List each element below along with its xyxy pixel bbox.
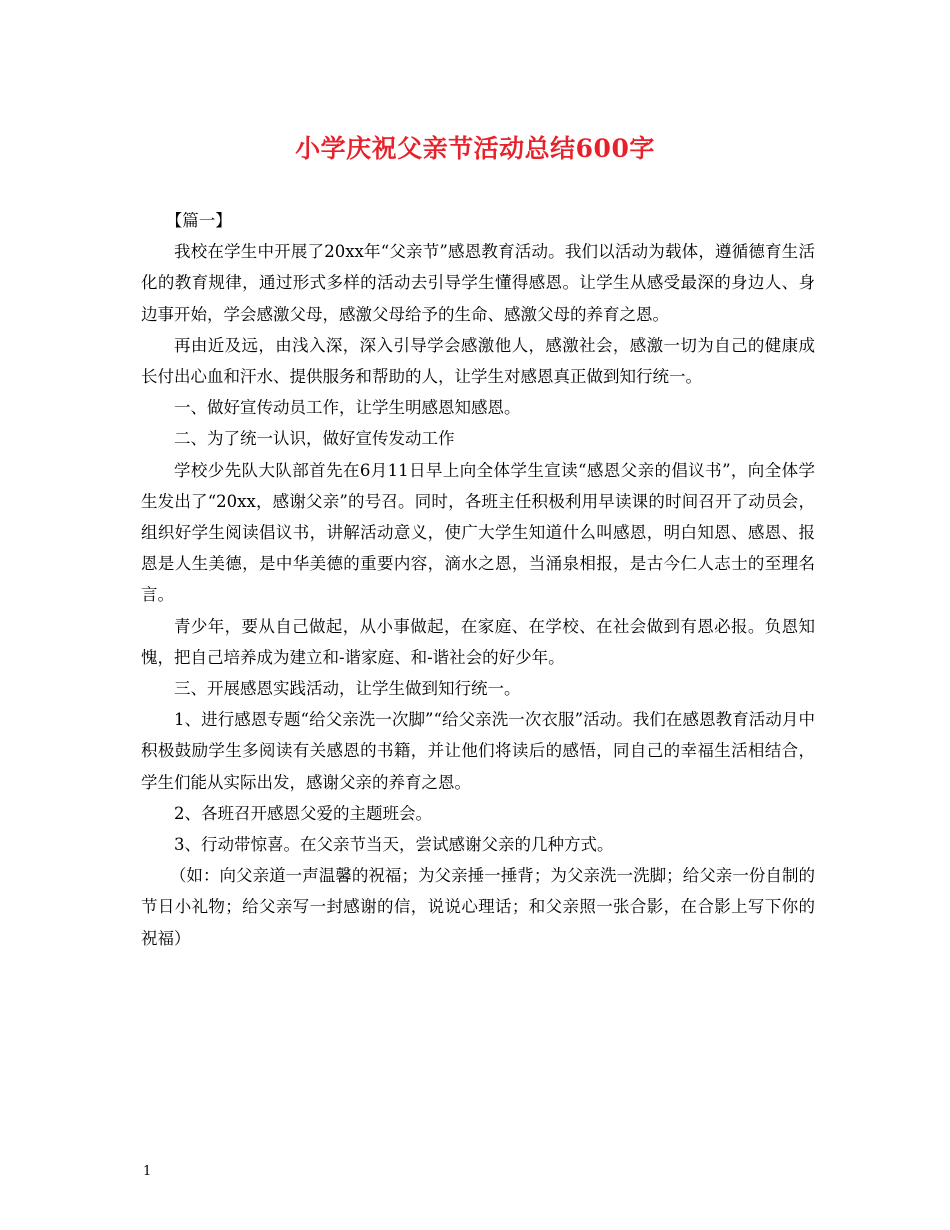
document-title: 小学庆祝父亲节活动总结600字	[295, 134, 655, 163]
paragraph: 学校少先队大队部首先在6月11日早上向全体学生宣读“感恩父亲的倡议书”，向全体学生发出了“20xx，感谢父亲”的号召。同时，各班主任积极利用早读课的时间召开了动员会，组织好学生阅读倡议书，讲解活动意义，使广大学生知道什么叫感恩，明白知恩、感恩、报恩是人生美德，是中华美德的重要内容，滴水之恩，当涌泉相报，是古今仁人志士的至理名言。	[141, 460, 815, 605]
paragraph: 我校在学生中开展了20xx年“父亲节”感恩教育活动。我们以活动为载体，遵循德育生活化的教育规律，通过形式多样的活动去引导学生懂得感恩。让学生从感受最深的身边人、身边事开始，学会感激父母，感激父母给予的生命、感激父母的养育之恩。	[141, 242, 815, 324]
paragraph: 三、开展感恩实践活动，让学生做到知行统一。	[174, 679, 521, 699]
paragraph: 一、做好宣传动员工作，让学生明感恩知感恩。	[174, 398, 521, 418]
paragraph: 3、行动带惊喜。在父亲节当天，尝试感谢父亲的几种方式。	[174, 835, 614, 855]
document-body	[141, 205, 815, 954]
paragraph: 再由近及远，由浅入深，深入引导学会感激他人，感激社会，感激一切为自己的健康成长付出心血和汗水、提供服务和帮助的人，让学生对感恩真正做到知行统一。	[141, 335, 815, 387]
page-number: 1	[143, 1164, 152, 1179]
paragraph: 1、进行感恩专题“给父亲洗一次脚”“给父亲洗一次衣服”活动。我们在感恩教育活动月中积极鼓励学生多阅读有关感恩的书籍，并让他们将读后的感悟，同自己的幸福生活相结合，学生们能从实际出发，感谢父亲的养育之恩。	[141, 710, 815, 792]
paragraph: 青少年，要从自己做起，从小事做起，在家庭、在学校、在社会做到有恩必报。负恩知愧，把自己培养成为建立和-谐家庭、和-谐社会的好少年。	[141, 616, 815, 667]
paragraph: 2、各班召开感恩父爱的主题班会。	[174, 803, 432, 823]
section-heading: 【篇一】	[165, 211, 232, 230]
paragraph: 二、为了统一认识，做好宣传发动工作	[174, 429, 455, 449]
paragraph: （如：向父亲道一声温馨的祝福；为父亲捶一捶背；为父亲洗一洗脚；给父亲一份自制的节日小礼物；给父亲写一封感谢的信，说说心理话；和父亲照一张合影，在合影上写下你的祝福）	[141, 866, 815, 948]
